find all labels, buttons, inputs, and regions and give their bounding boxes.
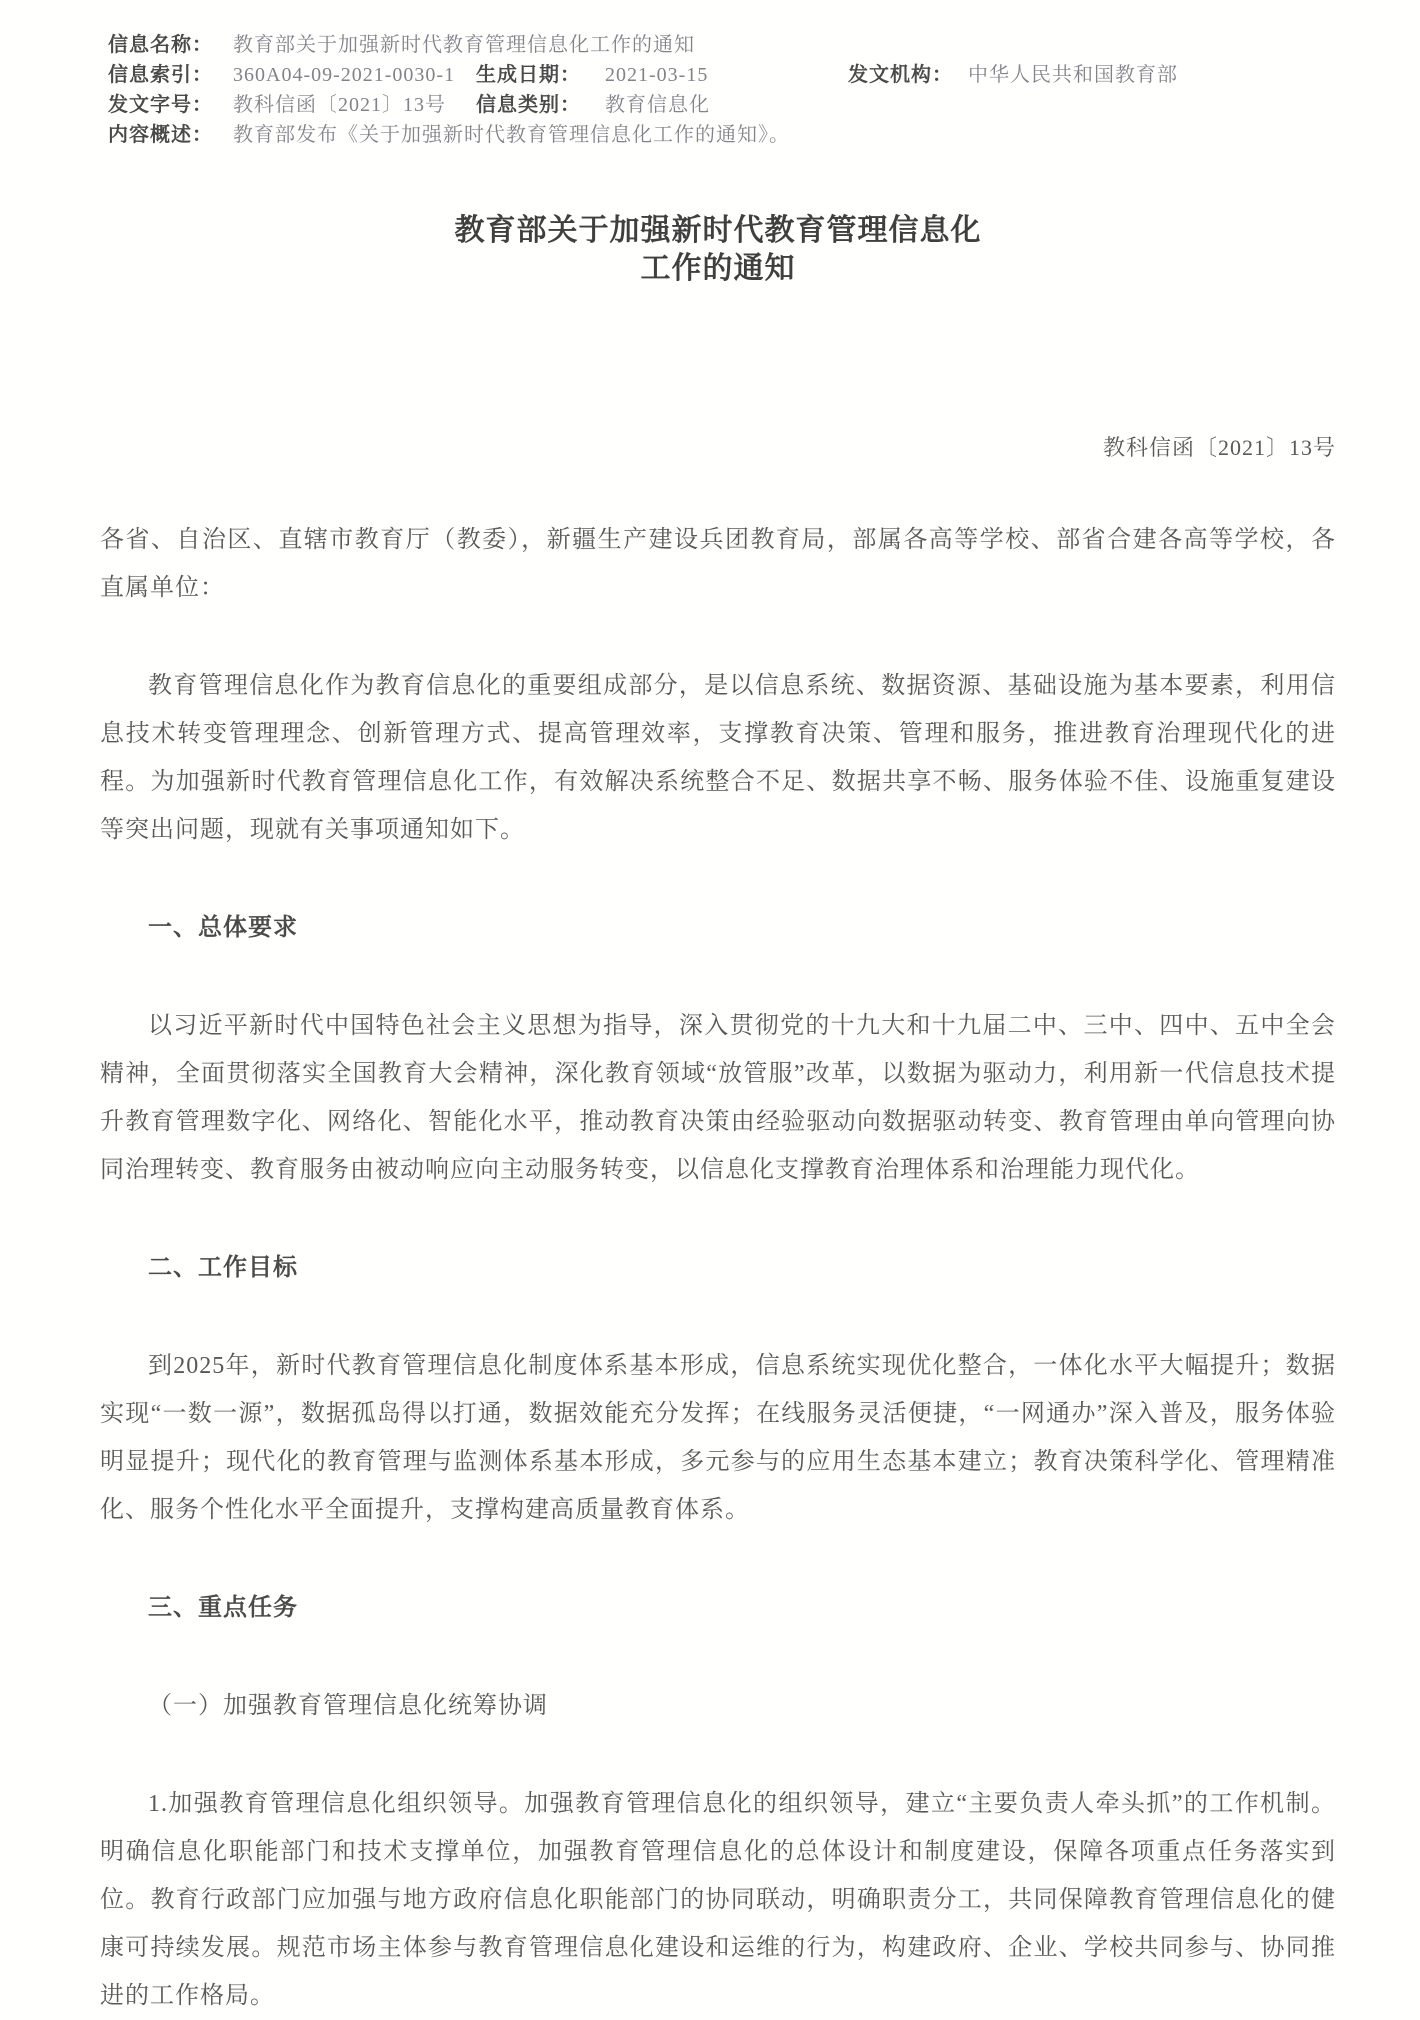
meta-label-issuing-agency: 发文机构：: [848, 64, 953, 86]
section-1-paragraph: 以习近平新时代中国特色社会主义思想为指导，深入贯彻党的十九大和十九届二中、三中、四中、五中全会精神，全面贯彻落实全国教育大会精神，深化教育领域“放管服”改革，以数据为驱动力，利用新一代信息技术提升教育管理数字化、网络化、智能化水平，推动教育决策由经验驱动向数据驱动转变、教育管理由单向管理向协同治理转变、教育服务由被动响应向主动服务转变，以信息化支撑教育治理体系和治理能力现代化。: [100, 1013, 1336, 1183]
meta-row-summary: [108, 120, 1420, 150]
meta-label-content-summary: 内容概述：: [108, 124, 213, 146]
meta-value-generate-date: 2021-03-15: [605, 64, 709, 86]
addressee-paragraph: 各省、自治区、直辖市教育厅（教委），新疆生产建设兵团教育局，部属各高等学校、部省合建各高等学校，各直属单位：: [100, 527, 1336, 601]
meta-row-docnum-category: [108, 90, 1420, 120]
meta-value-info-name: 教育部关于加强新时代教育管理信息化工作的通知: [233, 34, 695, 56]
meta-row-info-name: [108, 30, 1420, 60]
subsection-heading-1: （一）加强教育管理信息化统筹协调: [148, 1693, 548, 1719]
document-number: 教科信函〔2021〕13号: [1102, 435, 1336, 460]
task-1-paragraph: 1.加强教育管理信息化组织领导。加强教育管理信息化的组织领导，建立“主要负责人牵头抓”的工作机制。明确信息化职能部门和技术支撑单位，加强教育管理信息化的总体设计和制度建设，保障各项重点任务落实到位。教育行政部门应加强与地方政府信息化职能部门的协同联动，明确职责分工，共同保障教育管理信息化的健康可持续发展。规范市场主体参与教育管理信息化建设和运维的行为，构建政府、企业、学校共同参与、协同推进的工作格局。: [100, 1791, 1336, 2009]
section-heading-1: 一、总体要求: [148, 914, 298, 941]
section-heading-3: 三、重点任务: [148, 1594, 298, 1621]
meta-label-info-name: 信息名称：: [108, 34, 213, 56]
meta-label-info-category: 信息类别：: [476, 94, 581, 116]
document-body: [100, 212, 1336, 2020]
meta-value-issuing-agency: 中华人民共和国教育部: [968, 64, 1178, 86]
meta-label-generate-date: 生成日期：: [476, 64, 581, 86]
title-line-1: 教育部关于加强新时代教育管理信息化: [454, 214, 982, 247]
document-title: [100, 212, 1336, 288]
meta-value-content-summary: 教育部发布《关于加强新时代教育管理信息化工作的通知》。: [233, 124, 790, 146]
meta-value-doc-number: 教科信函〔2021〕13号: [233, 94, 446, 116]
section-2-paragraph: 到2025年，新时代教育管理信息化制度体系基本形成，信息系统实现优化整合，一体化水平大幅提升；数据实现“一数一源”，数据孤岛得以打通，数据效能充分发挥；在线服务灵活便捷，“一网通办”深入普及，服务体验明显提升；现代化的教育管理与监测体系基本形成，多元参与的应用生态基本建立；教育决策科学化、管理精准化、服务个性化水平全面提升，支撑构建高质量教育体系。: [100, 1353, 1336, 1523]
title-line-2: 工作的通知: [640, 252, 796, 285]
meta-row-index-date-agency: [108, 60, 1420, 90]
meta-label-doc-number: 发文字号：: [108, 94, 213, 116]
meta-value-info-category: 教育信息化: [605, 94, 710, 116]
metadata-section: [108, 0, 1420, 150]
intro-paragraph: 教育管理信息化作为教育信息化的重要组成部分，是以信息系统、数据资源、基础设施为基本要素，利用信息技术转变管理理念、创新管理方式、提高管理效率，支撑教育决策、管理和服务，推进教育治理现代化的进程。为加强新时代教育管理信息化工作，有效解决系统整合不足、数据共享不畅、服务体验不佳、设施重复建设等突出问题，现就有关事项通知如下。: [100, 673, 1336, 843]
section-heading-2: 二、工作目标: [148, 1254, 298, 1281]
meta-value-info-index: 360A04-09-2021-0030-1: [233, 64, 456, 86]
meta-label-info-index: 信息索引：: [108, 64, 213, 86]
